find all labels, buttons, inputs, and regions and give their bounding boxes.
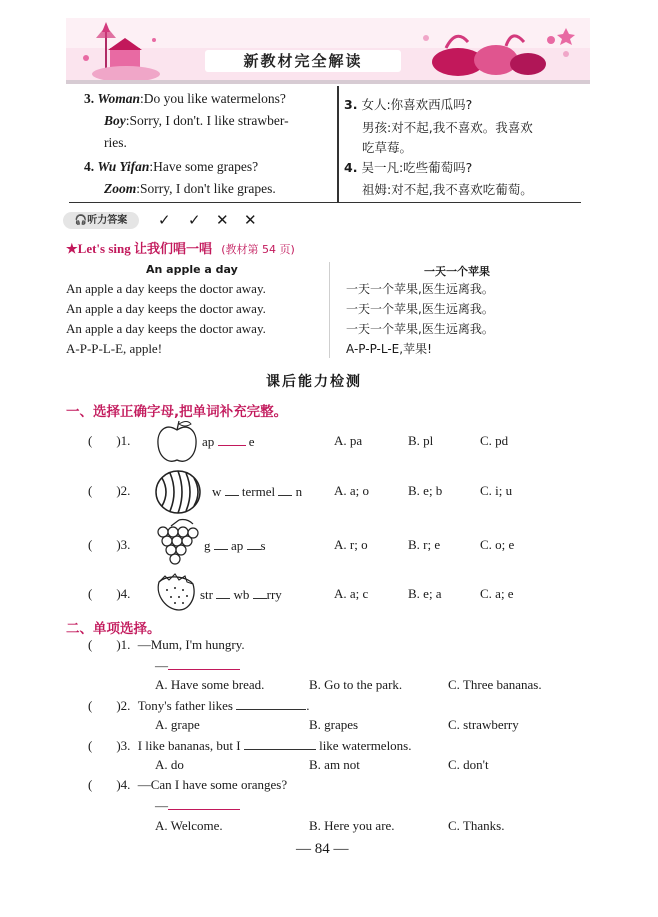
watermelon-icon: [152, 466, 204, 516]
part1-item-4-word: str wb rry: [200, 587, 282, 602]
stem-blank[interactable]: [244, 737, 316, 750]
option-a: A. r; o: [334, 537, 368, 552]
part1-item-1: ( )1.: [88, 433, 131, 448]
part1-item-1-word: ap e: [202, 434, 255, 449]
song-line-en: An apple a day keeps the doctor away.: [66, 281, 266, 296]
part2-item-3: ( )3. I like bananas, but I like watermelons.: [88, 738, 412, 753]
dialogue-text: Do you like watermelons?: [143, 91, 286, 106]
stem-blank[interactable]: [236, 697, 306, 710]
song-title-en: An apple a day: [146, 263, 238, 276]
part1-item-2: ( )2.: [88, 483, 131, 498]
option-b: B. e; b: [408, 483, 443, 498]
speaker-name: 吴一凡: [361, 160, 399, 175]
dialogue-3-cn-line-2: 男孩:对不起,我不喜欢。我喜欢: [362, 120, 533, 135]
part1-title: 一、选择正确字母,把单词补充完整。: [66, 404, 288, 420]
option-c: C. Thanks.: [448, 818, 505, 833]
speaker-name: 祖姆: [362, 182, 388, 197]
song-divider: [329, 262, 330, 358]
option-c: C. don't: [448, 757, 489, 772]
response-blank[interactable]: [168, 657, 240, 670]
letter-blank[interactable]: [214, 537, 228, 550]
song-line-cn: 一天一个苹果,医生远离我。: [346, 322, 494, 336]
speaker-name: Wu Yifan: [97, 159, 150, 174]
dialogue-text: Sorry, I don't like grapes.: [140, 181, 276, 196]
option-c: C. strawberry: [448, 717, 519, 732]
part2-title: 二、单项选择。: [66, 621, 161, 637]
section-title: 课后能力检测: [266, 374, 362, 390]
letter-blank[interactable]: [278, 483, 292, 496]
option-b: B. grapes: [309, 717, 359, 732]
option-c: C. Three bananas.: [448, 677, 542, 692]
sing-heading: ★Let's sing 让我们唱一唱 (教材第 54 页): [66, 241, 295, 257]
song-line-cn: 一天一个苹果,医生远离我。: [346, 282, 494, 296]
strawberry-icon: [153, 570, 199, 614]
song-line-en: An apple a day keeps the doctor away.: [66, 321, 266, 336]
dialogue-4-line-1: 4. Wu Yifan:Have some grapes?: [84, 159, 259, 174]
headphone-icon: 🎧: [74, 215, 88, 226]
part2-item-1-response: —: [155, 657, 240, 674]
letter-blank[interactable]: [218, 433, 246, 446]
part1-item-2-word: w termel n: [212, 484, 303, 499]
speaker-name: Zoom: [104, 181, 137, 196]
dialogue-text: Have some grapes?: [153, 159, 259, 174]
option-c: C. o; e: [480, 537, 515, 552]
apple-icon: [155, 418, 199, 466]
dialogue-4-cn-line-2: 祖姆:对不起,我不喜欢吃葡萄。: [362, 182, 533, 197]
page-number: — 84 —: [296, 841, 349, 857]
option-b: B. e; a: [408, 586, 442, 601]
part2-item-4-response: —: [155, 797, 240, 814]
dialogue-3-line-2: Boy:Sorry, I don't. I like strawber-: [104, 113, 289, 128]
page-header-title: 新教材完全解读: [205, 50, 401, 72]
dialogue-3-cn-line-2-cont: 吃草莓。: [362, 140, 413, 155]
part2-item-2: ( )2. Tony's father likes .: [88, 698, 310, 713]
response-blank[interactable]: [168, 797, 240, 810]
option-b: B. Go to the park.: [309, 677, 403, 692]
letter-blank[interactable]: [253, 586, 267, 599]
speaker-name: 女人: [361, 97, 387, 112]
option-a: A. pa: [334, 433, 363, 448]
option-b: B. r; e: [408, 537, 441, 552]
option-a: A. Welcome.: [155, 818, 223, 833]
grapes-icon: [153, 518, 201, 570]
dialogue-3-line-2-cont: ries.: [104, 135, 127, 150]
letter-blank[interactable]: [225, 483, 239, 496]
song-line-en: A-P-P-L-E, apple!: [66, 341, 163, 356]
option-b: B. am not: [309, 757, 360, 772]
speaker-name: Woman: [97, 91, 141, 106]
song-line-cn: 一天一个苹果,医生远离我。: [346, 302, 494, 316]
option-c: C. i; u: [480, 483, 513, 498]
dialogue-3-cn-line-1: 3. 女人:你喜欢西瓜吗?: [344, 97, 473, 112]
part1-item-3-word: g ap s: [204, 538, 266, 553]
option-a: A. grape: [155, 717, 200, 732]
part2-item-4: ( )4. —Can I have some oranges?: [88, 777, 288, 792]
option-a: A. do: [155, 757, 184, 772]
listening-answer-4: ✕: [244, 211, 257, 229]
star-icon: ★: [66, 241, 78, 256]
dialogue-text: Sorry, I don't. I like strawber-: [129, 113, 289, 128]
header-divider: [66, 80, 590, 84]
letter-blank[interactable]: [247, 537, 261, 550]
listening-answer-1: ✓: [158, 211, 171, 229]
dialogue-4-line-2: Zoom:Sorry, I don't like grapes.: [104, 181, 276, 196]
speaker-name: 男孩: [362, 120, 388, 135]
dialogue-4-cn-line-1: 4. 吴一凡:吃些葡萄吗?: [344, 160, 473, 175]
option-c: C. a; e: [480, 586, 514, 601]
letter-blank[interactable]: [216, 586, 230, 599]
song-title-cn: 一天一个苹果: [424, 265, 490, 278]
option-b: B. Here you are.: [309, 818, 395, 833]
dialogue-table-divider: [337, 86, 339, 202]
song-line-en: An apple a day keeps the doctor away.: [66, 301, 266, 316]
song-line-cn: A-P-P-L-E,苹果!: [346, 342, 432, 356]
listening-answer-badge: 🎧听力答案: [63, 212, 139, 229]
dialogue-3-line-1: 3. Woman:Do you like watermelons?: [84, 91, 286, 106]
part1-item-3: ( )3.: [88, 537, 131, 552]
option-a: A. a; o: [334, 483, 370, 498]
dialogue-number: 4.: [84, 159, 95, 174]
option-c: C. pd: [480, 433, 509, 448]
dialogue-number: 3.: [84, 91, 95, 106]
listening-answer-3: ✕: [216, 211, 229, 229]
option-a: A. Have some bread.: [155, 677, 265, 692]
part2-item-1: ( )1. —Mum, I'm hungry.: [88, 637, 245, 652]
speaker-name: Boy: [104, 113, 126, 128]
part1-item-4: ( )4.: [88, 586, 131, 601]
option-a: A. a; c: [334, 586, 369, 601]
option-b: B. pl: [408, 433, 434, 448]
listening-answer-2: ✓: [188, 211, 201, 229]
